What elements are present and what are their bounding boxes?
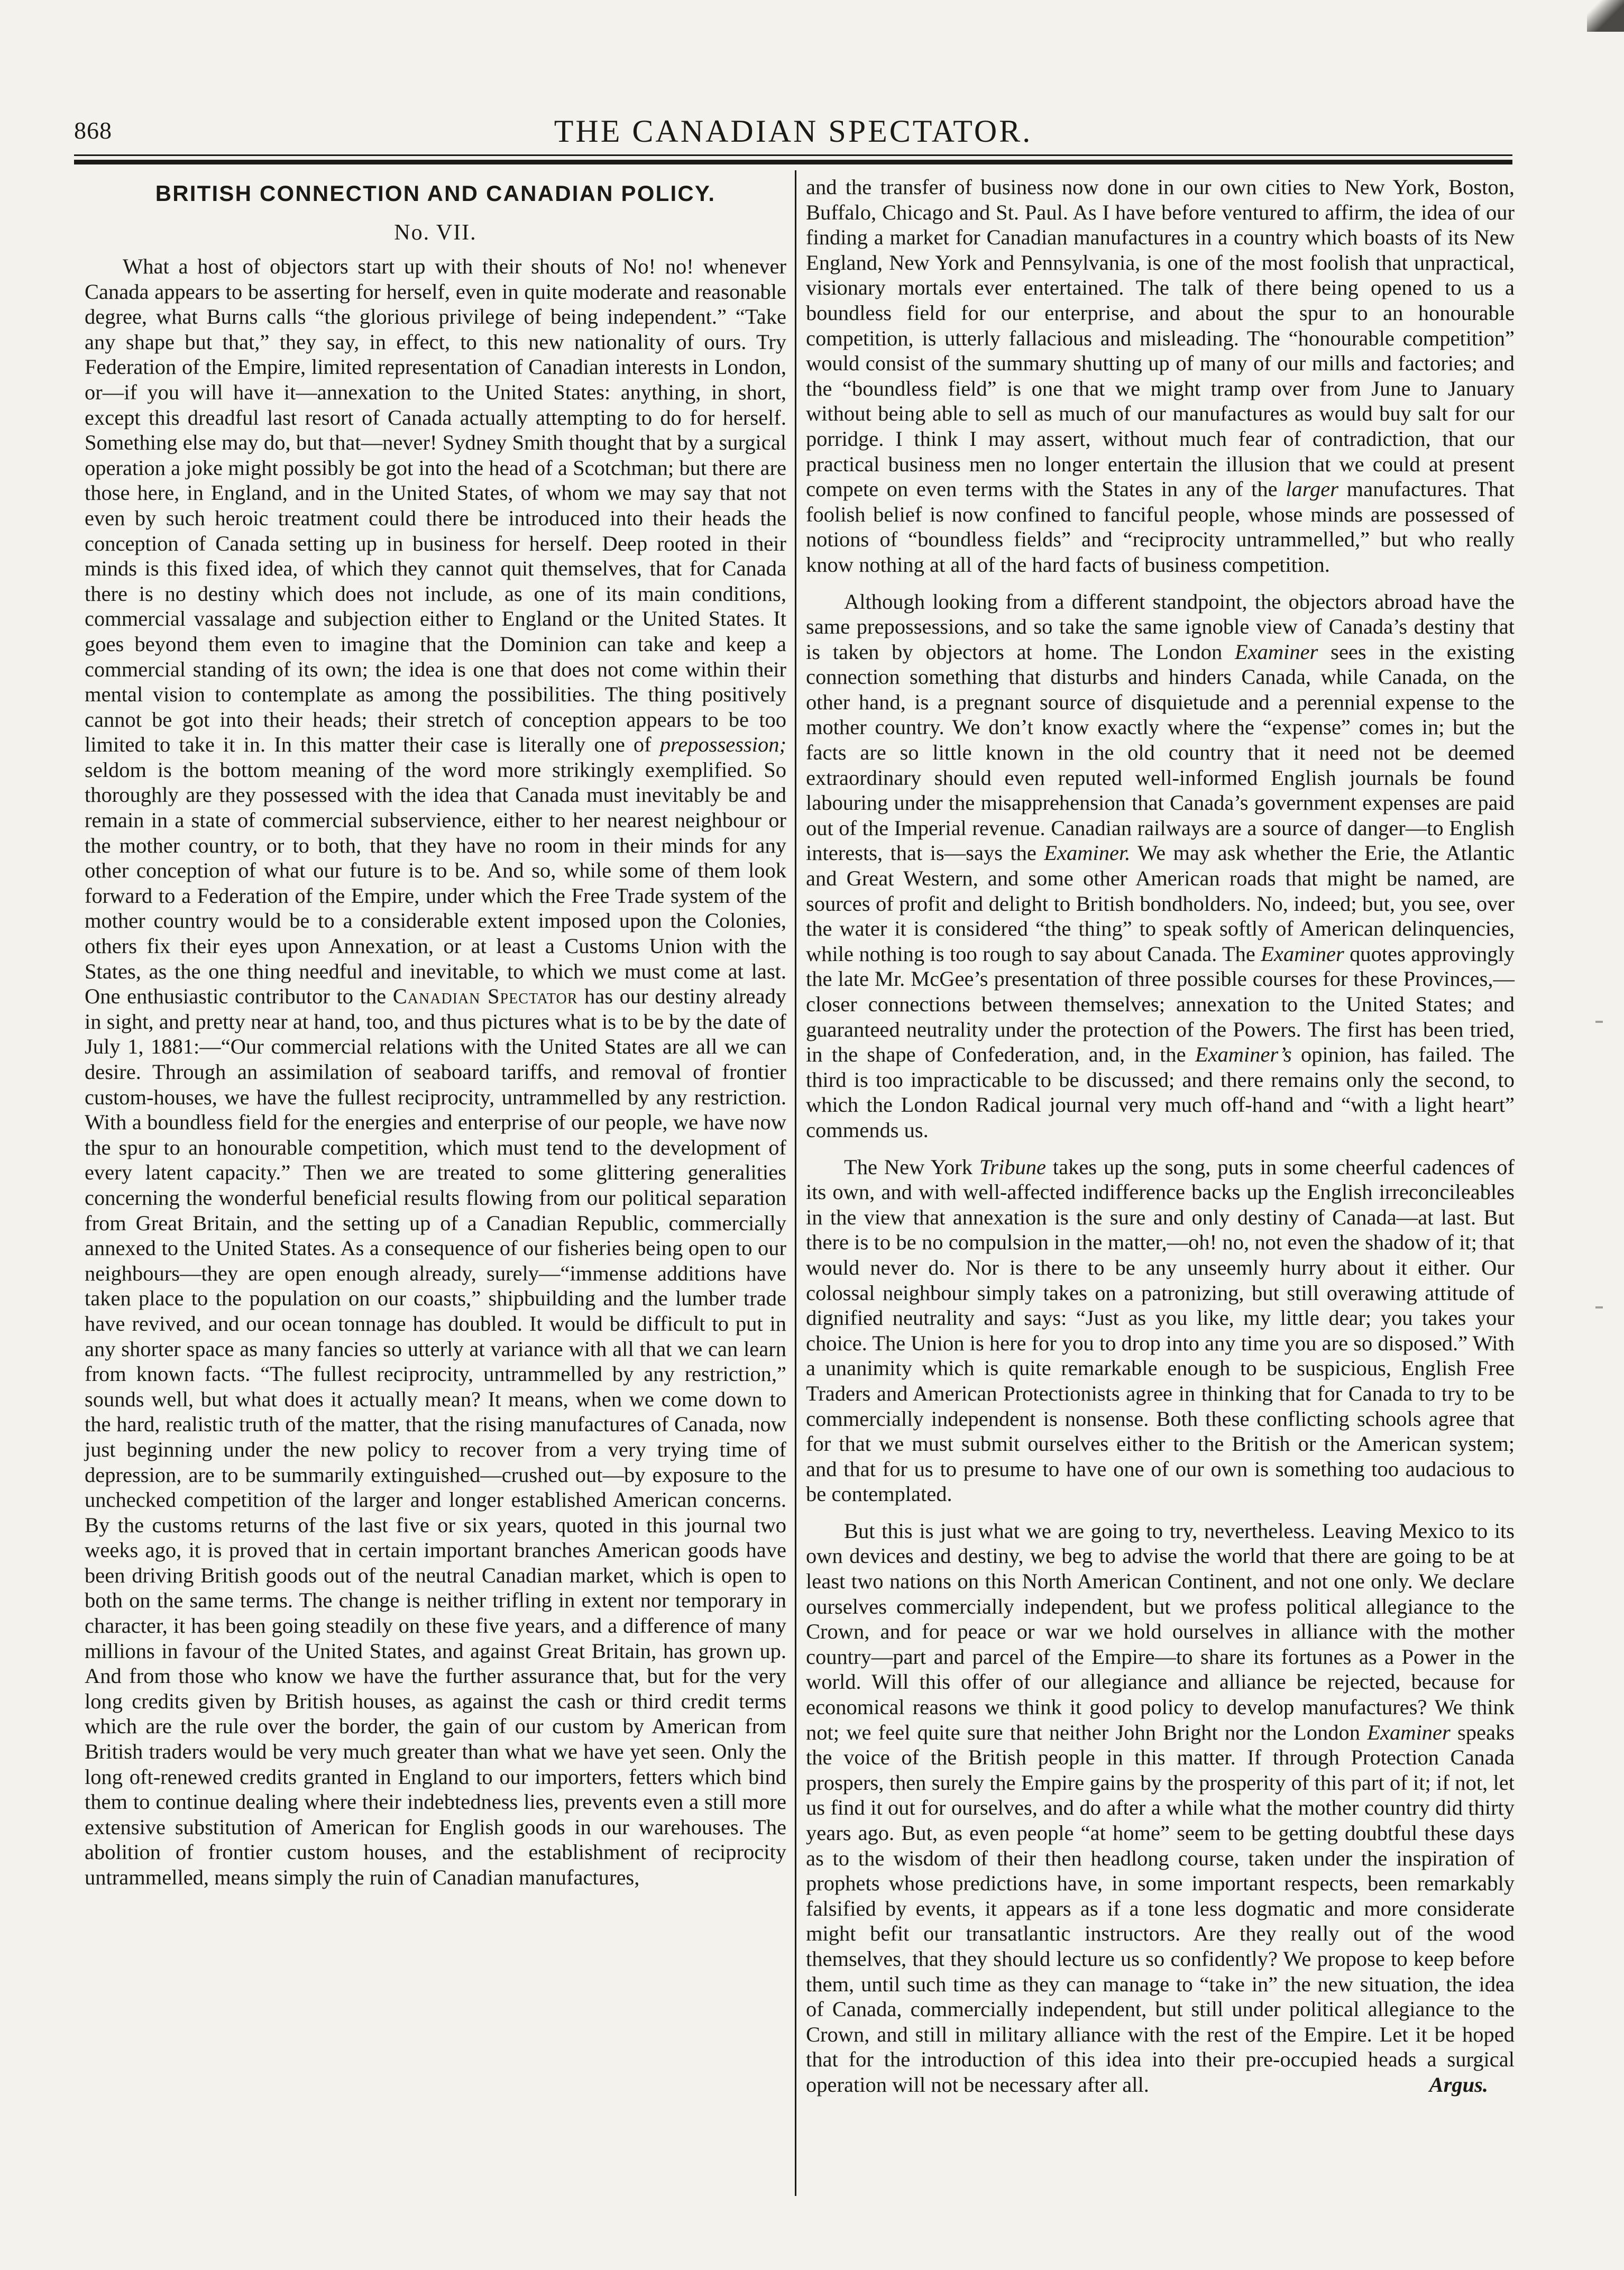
page-edge-mark xyxy=(1595,1306,1603,1308)
article-paragraph: What a host of objectors start up with their shouts of No! no! whenever Canada appears to be asserting for herself, even in quite moderate and reasonable degree, what Burns calls “the glorious privilege of being independent.” “Take any shape but that,” they say, in effect, to this new nationality of ours. Try Federation of the Empire, limited representation of Canadian interests in London, or—if you will have it—annexation to the United States: anything, in short, except this dreadful last resort of Canada actually attempting to do for herself. Something else may do, but that—never! Sydney Smith thought that by a surgical operation a joke might possibly be got into the head of a Scotchman; but there are those here, in England, and in the United States, of whom we may say that not even by such heroic treatment could there be introduced into their heads the conception of Canada setting up in business for herself. Deep rooted in their minds is this fixed idea, of which they cannot quit themselves, that for Canada there is no destiny which does not include, as one of its main conditions, commercial vassalage and subjection either to England or the United States. It goes beyond them even to imagine that the Dominion can take and keep a commercial standing of its own; the idea is one that does not come within their mental vision to contemplate as among the possibilities. The thing positively cannot be got into their heads; their stretch of conception appears to be too limited to take it in. In this matter their case is literally one of prepossession; seldom is the bottom meaning of the word more strikingly exemplified. So thoroughly are they possessed with the idea that Canada must inevitably be and remain in a state of commercial subservience, either to her nearest neighbour or the mother country, or to both, that they have no room in their minds for any other conception of what our future is to be. And so, while some of them look forward to a Federation of the Empire, under which the Free Trade system of the mother country would be to a considerable extent imposed upon the Colonies, others fix their eyes upon Annexation, or at least a Customs Union with the States, as the one thing needful and inevitable, to which we must come at last. One enthusiastic contributor to the Canadian Spectator has our destiny already in sight, and pretty near at hand, too, and thus pictures what is to be by the date of July 1, 1881:—“Our commercial relations with the United States are all we can desire. Through an assimilation of seaboard tariffs, and removal of frontier custom-houses, we have the fullest reciprocity, untrammelled by any restriction. With a boundless field for the energies and enterprise of our people, we have now the spur to an honourable competition, which must tend to the development of every latent capacity.” Then we are treated to some glittering generalities concerning the wonderful beneficial results flowing from our political separation from Great Britain, and the setting up of a Canadian Republic, commercially annexed to the United States. As a consequence of our fisheries being open to our neighbours—they are open enough already, surely—“immense additions have taken place to the population on our coasts,” shipbuilding and the lumber trade have revived, and our ocean tonnage has doubled. It would be difficult to put in any shorter space as many fancies so utterly at variance with all that we can learn from known facts. “The fullest reciprocity, untrammelled by any restriction,” sounds well, but what does it actually mean? It means, when we come down to the hard, realistic truth of the matter, that the rising manufactures of Canada, now just beginning under the new policy to recover from a very trying time of depression, are to be summarily extinguished—crushed out—by exposure to the unchecked competition of the larger and longer established American concerns. By the customs returns of the last five or six years, quoted in this journal two weeks ago, it is proved that in certain important branches American goods have been driving British goods out of the neutral Canadian market, which is open to both on the same terms. The change is neither trifling in extent nor temporary in character, it has been going steadily on these five years, and a difference of many millions in favour of the United States, and against Great Britain, has grown up. And from those who know we have the further assurance that, but for the very long credits given by British houses, as against the cash or third credit terms which are the rule over the border, the gain of our custom by American from British traders would be very much greater than what we have yet seen. Only the long oft-renewed credits granted in England to our importers, fetters which bind them to continue dealing where their indebtedness lies, prevents even a still more extensive substitution of American for English goods in our warehouses. The abolition of frontier custom houses, and the establishment of reciprocity untrammelled, means simply the ruin of Canadian manufactures, xyxy=(85,254,786,1889)
page-corner-stain xyxy=(1587,0,1624,32)
header-rule-thin xyxy=(74,154,1512,156)
author-signature: Argus. xyxy=(1429,2072,1488,2097)
header-rule-thick xyxy=(74,160,1512,164)
article-title: BRITISH CONNECTION AND CANADIAN POLICY. xyxy=(155,181,716,206)
article-paragraph: and the transfer of business now done in our own cities to New York, Boston, Buffalo, Chicago and St. Paul. As I have before ventured to affirm, the idea of our finding a market for Canadian manufactures in a country which boasts of its New England, New York and Pennsylvania, is one of the most foolish that unpractical, visionary mortals ever entertained. The talk of there being opened to us a boundless field for our enterprise, and about the spur to an honourable competition, is utterly fallacious and misleading. The “honourable competition” would consist of the summary shutting up of many of our mills and factories; and the “boundless field” is one that we might tramp over from June to January without being able to sell as much of our manufactures as would buy salt for our porridge. I think I may assert, without much fear of contradiction, that our practical business men no longer entertain the illusion that we could at present compete on even terms with the States in any of the larger manufactures. That foolish belief is now confined to fanciful people, whose minds are possessed of notions of “boundless fields” and “reciprocity untrammelled,” but who really know nothing at all of the hard facts of business competition. xyxy=(806,175,1515,576)
publication-title: THE CANADIAN SPECTATOR. xyxy=(554,114,1033,149)
column-divider xyxy=(795,170,796,2196)
article-paragraph: Although looking from a different standpoint, the objectors abroad have the same prepossessions, and so take the same ignoble view of Canada’s destiny that is taken by objectors at home. The London Examiner sees in the existing connection something that disturbs and hinders Canada, while Canada, on the other hand, is a pregnant source of disquietude and a perennial expense to the mother country. We don’t know exactly where the “expense” comes in; but the facts are so little known in the old country that it need not be deemed extraordinary should even reputed well-informed English journals be found labouring under the misapprehension that Canada’s government expenses are paid out of the Imperial revenue. Canadian railways are a source of danger—to English interests, that is—says the Examiner. We may ask whether the Erie, the Atlantic and Great Western, and some other American roads that might be named, are sources of profit and delight to British bondholders. No, indeed; but, you see, over the water it is considered “the thing” to speak softly of American delinquencies, while nothing is too rough to say about Canada. The Examiner quotes approvingly the late Mr. McGee’s presentation of three possible courses for these Provinces,—closer connections between themselves; annexation to the United States; and guaranteed neutrality under the protection of the Powers. The first has been tried, in the shape of Confederation, and, in the Examiner’s opinion, has failed. The third is too impracticable to be discussed; and there remains only the second, to which the London Radical journal very much off-hand and “with a light heart” commends us. xyxy=(806,589,1515,1142)
page-number: 868 xyxy=(74,117,112,144)
article-number: No. VII. xyxy=(394,221,477,245)
right-column xyxy=(806,175,1515,2098)
article-paragraph: The New York Tribune takes up the song, puts in some cheerful cadences of its own, and with well-affected indifference backs up the English irreconcileables in the view that annexation is the sure and only destiny of Canada—at last. But there is to be no compulsion in the matter,—oh! no, not even the shadow of it; that would never do. Nor is there to be any unseemly hurry about it either. Our colossal neighbour simply takes on a patronizing, but still overawing attitude of dignified neutrality and says: “Just as you like, my little dear; you takes your choice. The Union is here for you to drop into any time you are so disposed.” With a unanimity which is quite remarkable enough to be suspicious, English Free Traders and American Protectionists agree in thinking that for Canada to try to be commercially independent is nonsense. Both these conflicting schools agree that for that we must submit ourselves either to the British or the American system; and that for us to presume to have one of our own is something too audacious to be contemplated. xyxy=(806,1155,1515,1506)
page-edge-mark xyxy=(1595,1021,1603,1023)
page-header xyxy=(74,106,1512,153)
article-paragraph: But this is just what we are going to try, nevertheless. Leaving Mexico to its own devices and destiny, we beg to advise the world that there are going to be at least two nations on this North American Continent, and not one only. We declare ourselves commercially independent, but we profess political allegiance to the Crown, and for peace or war we hold ourselves in alliance with the mother country—part and parcel of the Empire—to share its fortunes as a Power in the world. Will this offer of our allegiance and alliance be rejected, because for economical reasons we think it good policy to develop manufactures? We think not; we feel quite sure that neither John Bright nor the London Examiner speaks the voice of the British people in this matter. If through Protection Canada prospers, then surely the Empire gains by the prosperity of this part of it; if not, let us find it out for ourselves, and do after a while what the mother country did thirty years ago. But, as even people “at home” seem to be getting doubtful these days as to the wisdom of their then headlong course, taken under the inspiration of prophets whose predictions have, in some important respects, been remarkably falsified by events, it appears as if a tone less dogmatic and more considerate might befit our transatlantic instructors. Are they really out of the wood themselves, that they should lecture us so confidently? We propose to keep before them, until such time as they can manage to “take in” the new situation, the idea of Canada, commercially independent, but still under political allegiance to the Crown, and still in military alliance with the rest of the Empire. Let it be hoped that for the introduction of this idea into their pre-occupied heads a surgical operation will not be necessary after all. Argus. xyxy=(806,1518,1515,2097)
left-column xyxy=(85,175,786,1890)
